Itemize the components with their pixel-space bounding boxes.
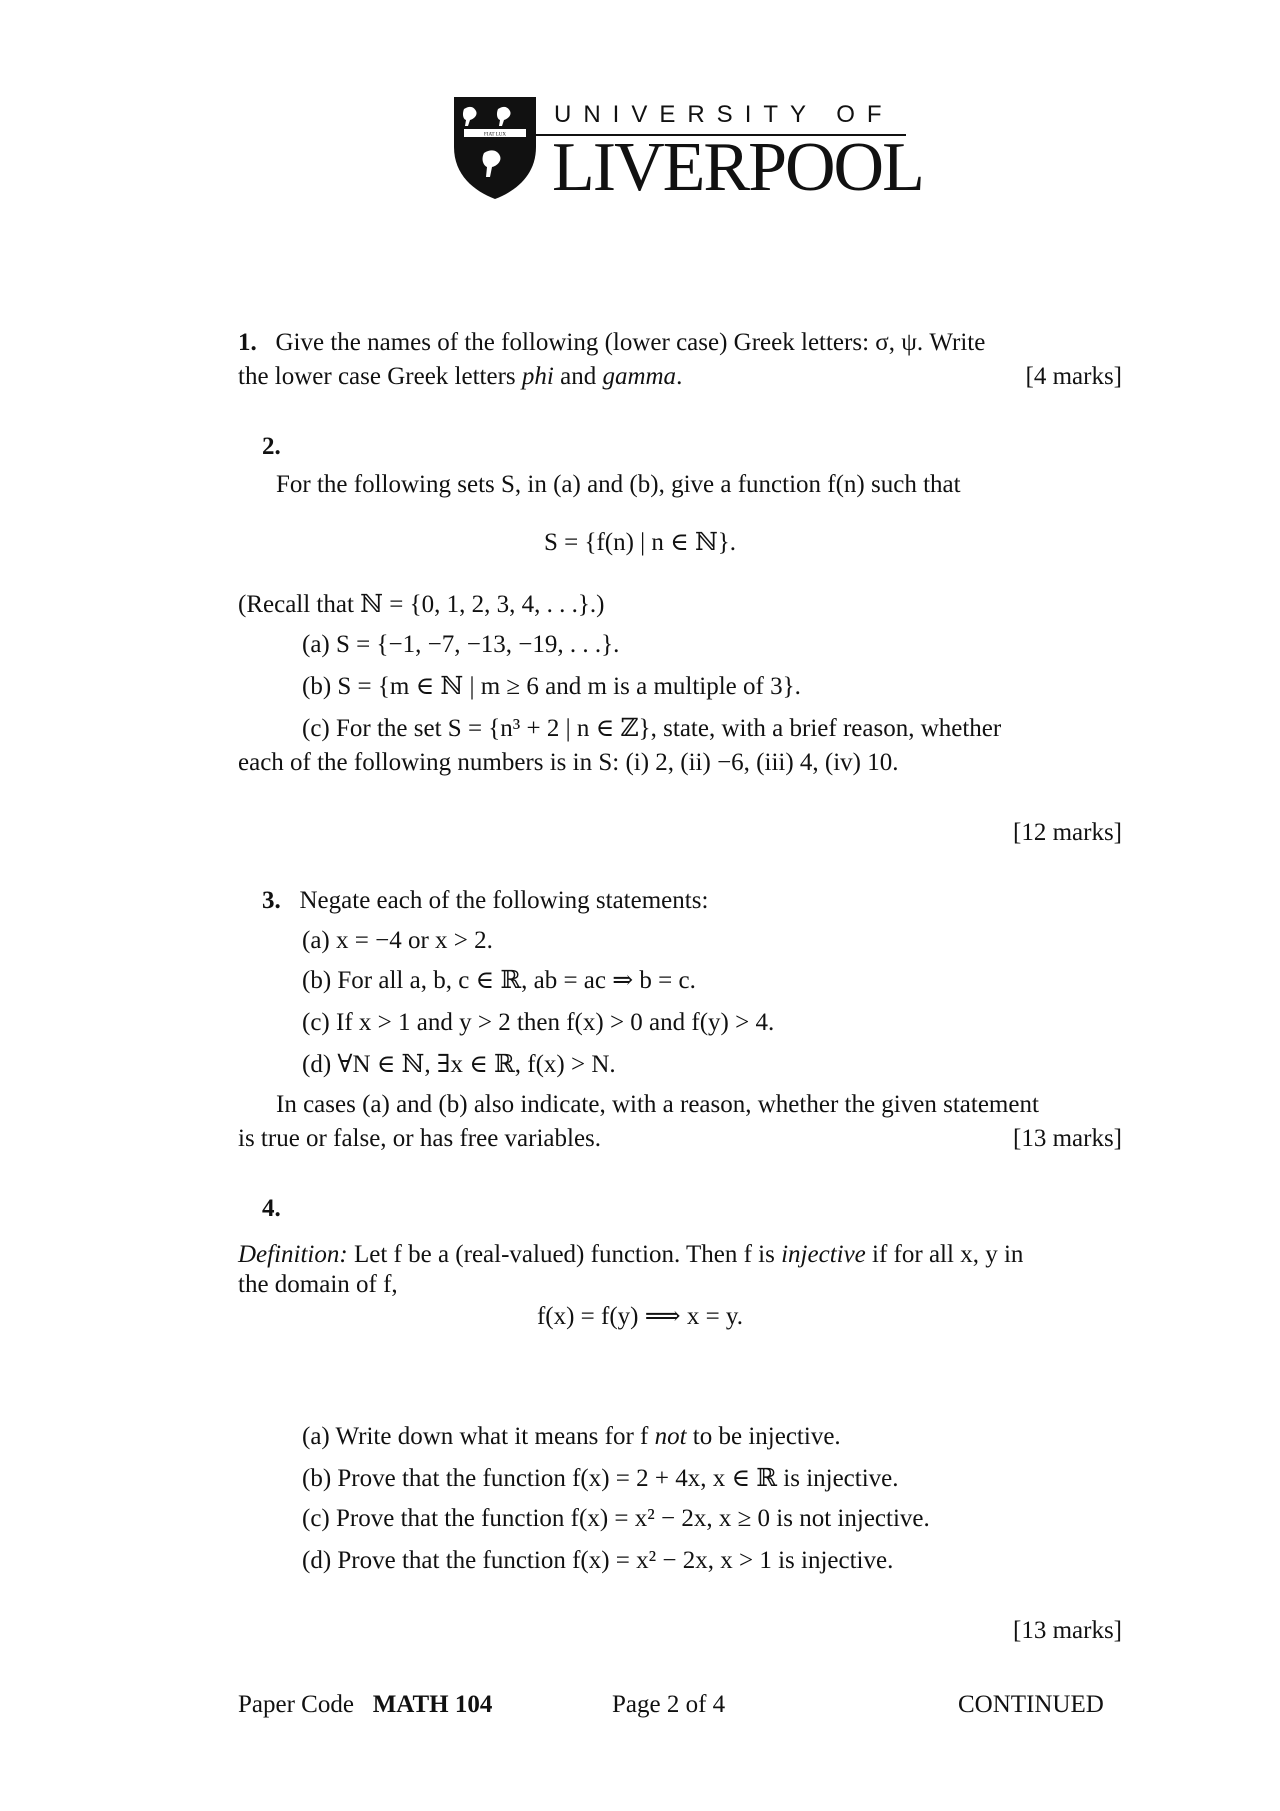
svg-text:FIAT LUX: FIAT LUX — [484, 132, 506, 138]
paper-code: MATH 104 — [372, 1691, 493, 1718]
q4-marks: [13 marks] — [1013, 1617, 1122, 1644]
q1-phi: phi — [521, 363, 554, 390]
q2-part-b: (b) S = {m ∈ ℕ | m ≥ 6 and m is a multiple of 3}. — [302, 673, 801, 700]
q4-part-b: (b) Prove that the function f(x) = 2 + 4x, x ∈ ℝ is injective. — [302, 1465, 899, 1492]
footer-continued: CONTINUED — [958, 1691, 1104, 1718]
q3-part-c: (c) If x > 1 and y > 2 then f(x) > 0 and f(y) > 4. — [302, 1009, 775, 1036]
footer-paper-code — [238, 1688, 492, 1722]
q1-gamma: gamma — [602, 363, 677, 390]
q4-def-end: if for all x, y in — [865, 1241, 1024, 1268]
university-of-text: UNIVERSITY OF — [554, 101, 894, 128]
q3-note-line1: In cases (a) and (b) also indicate, with a reason, whether the given statement — [276, 1091, 1039, 1118]
q2-part-c-line1: (c) For the set S = {n³ + 2 | n ∈ ℤ}, state, with a brief reason, whether — [302, 715, 1002, 742]
q3-intro: Negate each of the following statements: — [299, 887, 709, 914]
q3-part-a: (a) x = −4 or x > 2. — [302, 927, 493, 954]
q1-line2 — [238, 360, 682, 394]
q2-display-equation: S = {f(n) | n ∈ ℕ}. — [543, 529, 737, 556]
q4-def-text: Let f be a (real-valued) function. Then f is — [347, 1241, 782, 1268]
q4-part-a-not: not — [654, 1423, 687, 1450]
paper-code-label: Paper Code — [238, 1691, 354, 1718]
q4-definition-line1 — [238, 1238, 1023, 1272]
q2-marks: [12 marks] — [1013, 819, 1122, 846]
q4-part-a-end: to be injective. — [686, 1423, 841, 1450]
q4-number: 4. — [262, 1195, 281, 1222]
q4-def-label: Definition: — [238, 1241, 348, 1268]
q2-part-a: (a) S = {−1, −7, −13, −19, . . .}. — [302, 631, 620, 658]
q1-line1 — [238, 326, 985, 360]
q4-definition-line2: the domain of f, — [238, 1271, 398, 1298]
q1-marks: [4 marks] — [1025, 363, 1122, 390]
university-shield-icon — [452, 95, 538, 201]
q1-text-2: the lower case Greek letters — [238, 363, 522, 390]
q2-intro: For the following sets S, in (a) and (b), give a function f(n) such that — [276, 471, 961, 498]
q4-part-a-text: (a) Write down what it means for f — [302, 1423, 655, 1450]
q2-part-c-line2: each of the following numbers is in S: (i) 2, (ii) −6, (iii) 4, (iv) 10. — [238, 749, 899, 776]
q3-part-d: (d) ∀N ∈ ℕ, ∃x ∈ ℝ, f(x) > N. — [302, 1051, 616, 1078]
q2-recall: (Recall that ℕ = {0, 1, 2, 3, 4, . . .}.) — [238, 591, 605, 618]
q4-part-a — [302, 1420, 841, 1454]
q1-end: . — [676, 363, 683, 390]
q4-part-d: (d) Prove that the function f(x) = x² − 2x, x > 1 is injective. — [302, 1547, 894, 1574]
q2-number: 2. — [262, 433, 281, 460]
q3-note-line2: is true or false, or has free variables. — [238, 1125, 602, 1152]
q3-marks: [13 marks] — [1013, 1125, 1122, 1152]
q3-number: 3. — [262, 887, 281, 914]
footer-page-number: Page 2 of 4 — [612, 1691, 726, 1718]
q1-number: 1. — [238, 329, 257, 356]
q4-part-c: (c) Prove that the function f(x) = x² − 2x, x ≥ 0 is not injective. — [302, 1505, 930, 1532]
q1-text-1: Give the names of the following (lower case) Greek letters: σ, ψ. Write — [275, 329, 986, 356]
q1-and: and — [553, 363, 603, 390]
university-name: LIVERPOOL — [552, 129, 923, 206]
q3-part-b: (b) For all a, b, c ∈ ℝ, ab = ac ⇒ b = c. — [302, 967, 696, 994]
q3-line-intro — [262, 884, 708, 918]
q4-def-injective: injective — [781, 1241, 866, 1268]
q4-display-equation: f(x) = f(y) ⟹ x = y. — [536, 1303, 744, 1330]
